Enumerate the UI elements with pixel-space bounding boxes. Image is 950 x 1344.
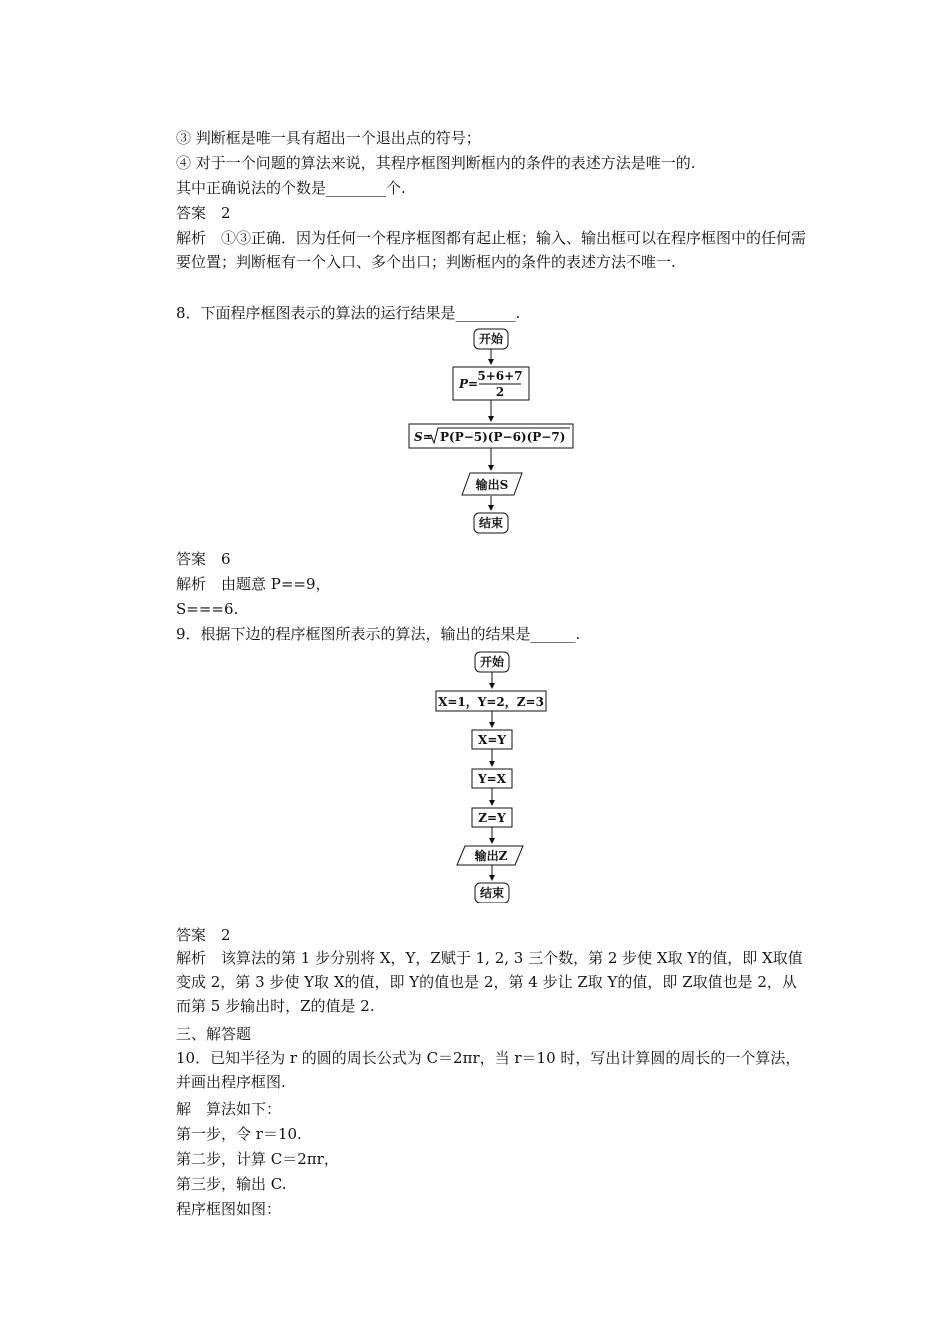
assign-s-lhs: S= (414, 430, 433, 444)
step-z-label: Z=Y (478, 811, 506, 825)
analysis-8-cont: S===6. (176, 600, 239, 618)
flowchart-caption: 程序框图如图： (176, 1200, 282, 1218)
question-8: 8．下面程序框图表示的算法的运行结果是________. (176, 304, 521, 322)
step-three: 第三步，输出 C. (176, 1175, 287, 1193)
solution-intro: 解 算法如下： (176, 1100, 282, 1118)
start-label: 开始 (479, 655, 505, 669)
assign-p-lhs: P= (459, 377, 479, 391)
assign-p-denominator: 2 (495, 385, 505, 399)
analysis-7: 解析 ①③正确．因为任何一个程序框图都有起止框；输入、输出框可以在程序框图中的任何需要位置；判断框有一个入口、多个出口；判断框内的条件的表述方法不唯一. (176, 229, 807, 271)
question-prompt: 其中正确说法的个数是________个. (176, 179, 406, 197)
assign-p-numerator: 5+6+7 (477, 369, 523, 383)
output-s-label: 输出S (475, 478, 509, 492)
analysis-9: 解析 该算法的第 1 步分别将 X，Y，Z赋于 1, 2, 3 三个数，第 2 步使 X取 Y的值，即 X取值变成 2，第 3 步使 Y取 X的值，即 Y的值也是 2，第 4 步让 Z取 Y的值，即 Z取值也是 2，从而第 5 步输出时，Z的值是 2. (176, 949, 803, 1015)
question-10: 10．已知半径为 r 的圆的周长公式为 C＝2πr，当 r＝10 时，写出计算圆的周长的一个算法，并画出程序框图. (176, 1049, 801, 1091)
step-y-label: Y=X (478, 772, 506, 786)
step-two: 第二步，计算 C＝2πr， (176, 1150, 339, 1168)
step-x-label: X=Y (478, 733, 506, 747)
answer-7: 答案 2 (176, 204, 231, 222)
flowchart-q9 (415, 648, 575, 903)
step-one: 第一步，令 r＝10. (176, 1125, 302, 1143)
analysis-8: 解析 由题意 P==9， (176, 575, 331, 593)
init-label: X=1，Y=2，Z=3 (438, 695, 544, 709)
output-z-label: 输出Z (474, 849, 508, 863)
statement-3: ③ 判断框是唯一具有超出一个退出点的符号； (176, 129, 481, 147)
end-label: 结束 (478, 516, 504, 530)
question-9: 9．根据下边的程序框图所表示的算法，输出的结果是______. (176, 625, 581, 643)
section-heading: 三、解答题 (176, 1025, 252, 1043)
start-label: 开始 (478, 332, 504, 346)
answer-9: 答案 2 (176, 926, 231, 944)
flowchart-q8 (400, 325, 600, 535)
answer-8: 答案 6 (176, 550, 231, 568)
assign-s-radicand: P(P−5)(P−6)(P−7) (440, 430, 566, 444)
statement-4: ④ 对于一个问题的算法来说，其程序框图判断框内的条件的表述方法是唯一的. (176, 154, 696, 172)
end-label: 结束 (479, 886, 505, 900)
